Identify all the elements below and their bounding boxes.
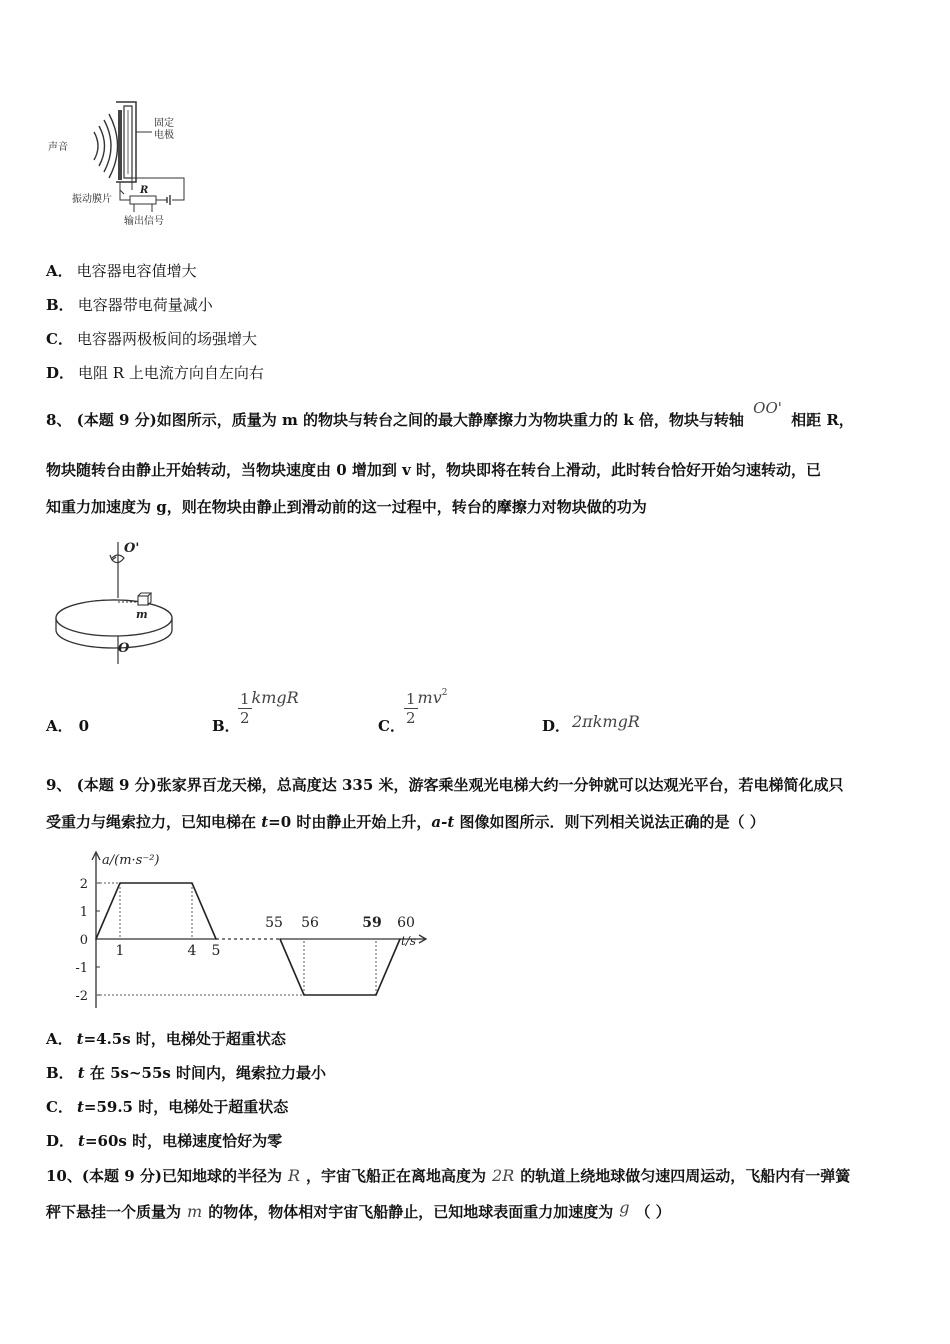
data-point [95,938,97,940]
y-tick-label: -2 [75,989,88,1004]
label-o: O [118,641,130,656]
data-segment [280,939,304,995]
y-axis-label: a/(m·s⁻²) [102,853,160,868]
q8-line1: 8、 (本题 9 分)如图所示，质量为 m 的物块与转台之间的最大静摩擦力为物块重力的 k 倍，物块与转轴 OO' 相距 R， [46,399,854,429]
microphone-figure [44,96,204,234]
q10-line2: 秤下悬挂一个质量为 m 的物体，物体相对宇宙飞船静止，已知地球表面重力加速度为 g （ ） [46,1198,671,1221]
x-tick-label: 56 [301,915,319,931]
label-resistor: R [140,185,149,196]
data-point [215,938,217,940]
q8-option-c-expr: $\frac{1}{2}$ $mv^2$ [406,687,448,727]
label-membrane: 振动膜片 [72,194,112,205]
label-fixed: 固定 [154,118,174,129]
a-t-chart [44,846,414,1012]
x-tick-label: 4 [187,943,197,959]
label-o-prime: O' [124,541,140,556]
q7-option-c: C． 电容器两极板间的场强增大 [46,330,257,348]
x-tick-label: 1 [115,943,125,959]
turntable-figure [52,538,182,668]
q9-line2: 受重力与绳索拉力，已知电梯在 t=0 时由静止开始上升，a-t 图像如图所示．则下列相关说法正确的是（ ） [46,813,765,831]
data-point [119,882,121,884]
q9-line1: 9、 (本题 9 分)张家界百龙天梯，总高度达 335 米，游客乘坐观光电梯大约一分钟就可以达观光平台，若电梯简化成只 [46,776,844,794]
y-tick-label: 0 [79,933,88,948]
q8-option-c-letter: C． [378,717,405,735]
data-point [191,882,193,884]
q8-option-a: A． 0 [46,717,90,735]
data-point [279,938,281,940]
q7-option-d: D． 电阻 R 上电流方向自左向右 [46,364,264,382]
q7-option-b: B． 电容器带电荷量减小 [46,296,213,314]
sound-waves-icon [94,114,118,178]
label-electrode: 电极 [154,130,174,141]
q7-option-a: A． 电容器电容值增大 [46,262,197,280]
y-tick-label: 2 [79,877,88,892]
y-tick-label: -1 [75,961,88,976]
q8-option-d-expr: 2πkmgR [572,712,640,731]
data-point [303,994,305,996]
label-output: 输出信号 [124,216,164,227]
q10-line1: 10、(本题 9 分)已知地球的半径为 R ，宇宙飞船正在离地高度为 2R 的轨道上绕地球做匀速四周运动，飞船内有一弹簧 [46,1166,851,1185]
label-sound: 声音 [48,142,68,153]
q8-line3: 知重力加速度为 g，则在物块由静止到滑动前的这一过程中，转台的摩擦力对物块做的功为 [46,498,647,516]
data-segment [192,883,216,939]
x-tick-label: 5 [211,943,221,959]
q8-line2: 物块随转台由静止开始转动，当物块速度由 0 增加到 v 时，物块即将在转台上滑动，此时转台恰好开始匀速转动，已 [46,461,822,479]
y-tick-label: 1 [79,905,88,920]
x-tick-label: 60 [397,915,415,931]
q9-option-b: B． t 在 5s~55s 时间内，绳索拉力最小 [46,1064,327,1082]
q9-option-d: D． t=60s 时，电梯速度恰好为零 [46,1132,283,1150]
x-axis-label: t/s [400,934,416,948]
q9-option-c: C． t=59.5 时，电梯处于超重状态 [46,1098,289,1116]
q8-axis: OO' [753,399,782,417]
x-tick-label: 55 [265,915,283,931]
q8-option-b-expr: $\frac{1}{2}$ kmgR [240,688,299,727]
x-tick-label: 59 [362,915,382,931]
block-m [138,593,151,605]
q9-option-a: A． t=4.5s 时，电梯处于超重状态 [46,1030,286,1048]
q8-option-d-letter: D． [542,717,571,735]
label-m: m [136,608,148,621]
data-point [375,994,377,996]
q8-option-b-letter: B． [212,717,240,735]
data-segment [376,939,400,995]
